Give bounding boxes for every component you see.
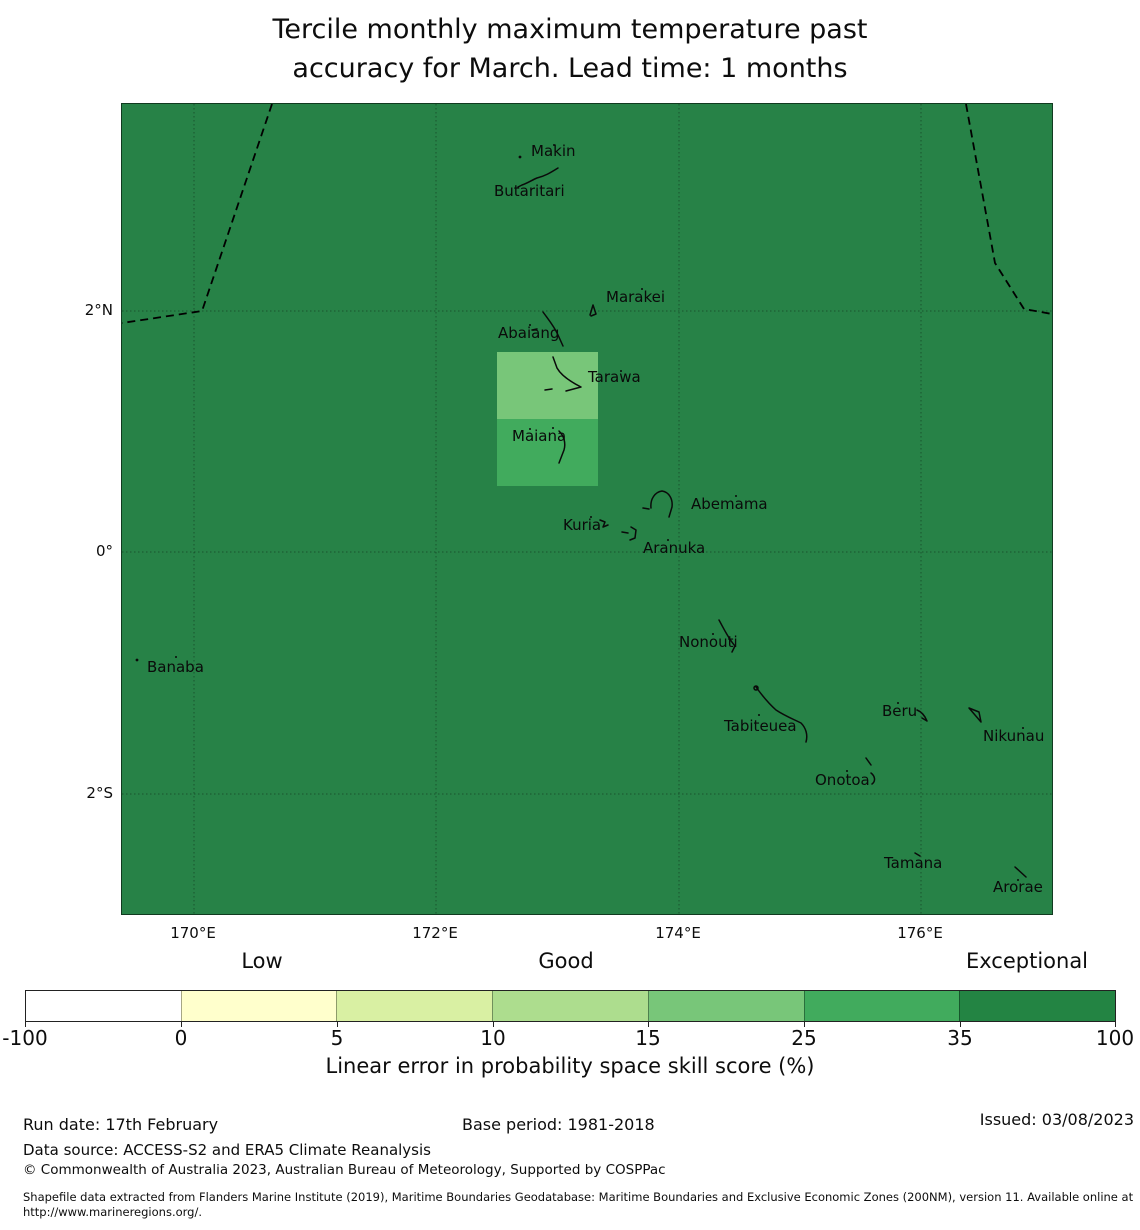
colorbar (25, 990, 1116, 1022)
island-label-arorae: Arorae (993, 878, 1043, 896)
ytick-0: 0° (95, 542, 113, 560)
island-label-banaba: Banaba (147, 658, 204, 676)
chart-title-line2: accuracy for March. Lead time: 1 months (292, 53, 848, 84)
scale-word-low: Low (241, 949, 283, 973)
colorbar-axis-label: Linear error in probability space skill score (%) (325, 1054, 815, 1078)
footer-run-date: Run date: 17th February (23, 1115, 219, 1134)
footer-issued: Issued: 03/08/2023 (979, 1110, 1134, 1129)
island-label-abemama: Abemama (691, 495, 768, 513)
eez-boundary-dashed (122, 104, 1052, 323)
island-label-tamana: Tamana (884, 854, 943, 872)
colorbar-segment-3 (336, 991, 492, 1021)
colorbar-segment-6 (804, 991, 960, 1021)
colorbar-tick-25: 25 (791, 1026, 817, 1050)
map-panel (121, 103, 1053, 915)
ytick-2s: 2°S (86, 784, 113, 802)
island-label-butaritari: Butaritari (494, 182, 565, 200)
island-label-aranuka: Aranuka (643, 539, 706, 557)
colorbar-segment-4 (492, 991, 648, 1021)
island-label-makin: Makin (531, 142, 576, 160)
island-label-maiana: Maiana (512, 427, 567, 445)
footer-data-source: Data source: ACCESS-S2 and ERA5 Climate Reanalysis (23, 1141, 431, 1159)
colorbar-tick-100: 100 (1095, 1026, 1135, 1050)
colorbar-segment-7 (959, 991, 1115, 1021)
island-label-kuria: Kuria (563, 516, 602, 534)
scale-word-good: Good (538, 949, 594, 973)
gridlines (122, 104, 1052, 914)
xtick-170e: 170°E (170, 924, 216, 942)
island-label-marakei: Marakei (606, 288, 666, 306)
island-shapes (136, 144, 1026, 881)
colorbar-tick-10: 10 (480, 1026, 506, 1050)
xtick-176e: 176°E (897, 924, 943, 942)
colorbar-segment-1 (26, 991, 181, 1021)
footer-shapefile-note: Shapefile data extracted from Flanders Marine Institute (2019), Maritime Boundaries Geodatabase: Maritime Boundaries and Exclusive Economic Zones (200NM), version 11. Available online at http://www.marineregions.org/. (23, 1190, 1134, 1219)
island-label-tarawa: Tarawa (588, 368, 641, 386)
colorbar-tick-0: 0 (174, 1026, 188, 1050)
colorbar-tick-5: 5 (330, 1026, 344, 1050)
colorbar-segment-5 (648, 991, 804, 1021)
chart-title (0, 10, 1140, 88)
island-label-nikunau: Nikunau (983, 727, 1045, 745)
ytick-2n: 2°N (84, 301, 113, 319)
xtick-172e: 172°E (412, 924, 458, 942)
scale-word-exceptional: Exceptional (965, 949, 1089, 973)
colorbar-tick-neg100: -100 (2, 1026, 48, 1050)
colorbar-tick-15: 15 (635, 1026, 661, 1050)
island-label-nonouti: Nonouti (679, 633, 738, 651)
island-label-onotoa: Onotoa (815, 771, 870, 789)
colorbar-segment-2 (181, 991, 337, 1021)
chart-title-line1: Tercile monthly maximum temperature past (272, 14, 868, 45)
xtick-174e: 174°E (655, 924, 701, 942)
map-overlay (122, 104, 1052, 914)
island-label-tabiteuea: Tabiteuea (724, 717, 797, 735)
footer-base-period: Base period: 1981-2018 (462, 1115, 655, 1134)
island-label-abaiang: Abaiang (498, 324, 560, 342)
footer-copyright: © Commonwealth of Australia 2023, Australian Bureau of Meteorology, Supported by COSPPac (23, 1162, 666, 1178)
island-label-beru: Beru (882, 702, 918, 720)
colorbar-tick-35: 35 (947, 1026, 973, 1050)
